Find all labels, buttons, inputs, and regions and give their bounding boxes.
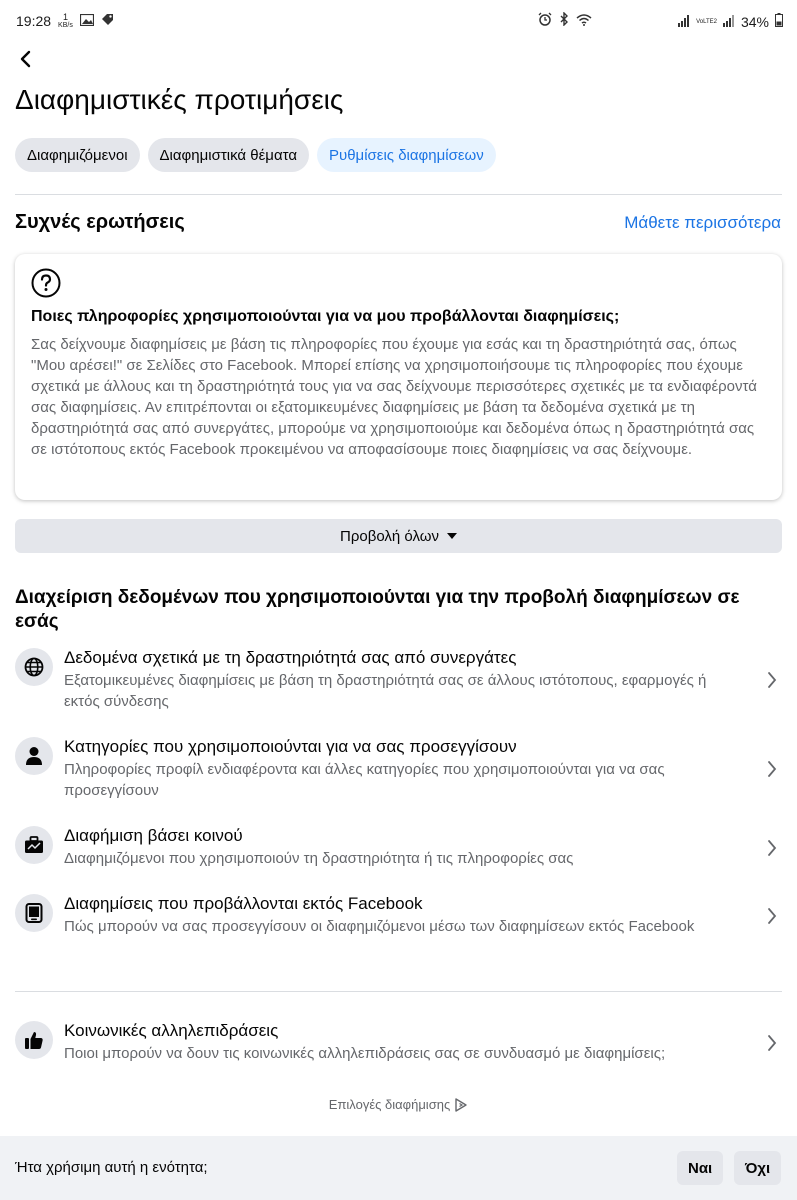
targeting-categories-item[interactable]: [15, 737, 782, 801]
feedback-question: Ήτα χρήσιμη αυτή η ενότητα;: [15, 1159, 208, 1176]
partner-activity-desc: Εξατομικευμένες διαφημίσεις με βάση τη δραστηριότητά σας σε άλλους ιστότοπους, εφαρμογές ή εκτός σύνδεσης: [64, 672, 707, 710]
status-bar: [0, 0, 797, 44]
chevron-right-icon: [762, 757, 782, 781]
divider: [15, 991, 782, 992]
social-interactions-title: Κοινωνικές αλληλεπιδράσεις: [64, 1021, 279, 1040]
chevron-right-icon: [762, 904, 782, 928]
social-interactions-desc: Ποιοι μπορούν να δουν τις κοινωνικές αλληλεπιδράσεις σας σε συνδυασμό με διαφημίσεις;: [64, 1045, 666, 1062]
targeting-categories-title: Κατηγορίες που χρησιμοποιούνται για να σας προσεγγίσουν: [64, 737, 517, 756]
tab-ad-settings[interactable]: Ρυθμίσεις διαφημίσεων: [317, 138, 496, 172]
view-all-button[interactable]: [15, 519, 782, 553]
battery-percent: 34%: [740, 13, 769, 30]
tab-bar: [15, 138, 496, 172]
manage-data-title: Διαχείριση δεδομένων που χρησιμοποιούνται για την προβολή διαφημίσεων σε εσάς: [15, 587, 740, 632]
faq-card: [15, 254, 782, 500]
divider: [15, 194, 782, 195]
partner-activity-item[interactable]: [15, 648, 782, 712]
wifi-icon: [576, 13, 592, 29]
ad-choices-label: Επιλογές διαφήμισης: [328, 1097, 451, 1112]
battery-icon: [775, 13, 783, 30]
thumbs-up-icon: [15, 1021, 53, 1059]
audience-based-ads-title: Διαφήμιση βάσει κοινού: [64, 826, 243, 845]
bluetooth-icon: [559, 12, 569, 29]
back-button[interactable]: [10, 44, 40, 74]
ad-choices-icon: [454, 1098, 468, 1112]
faq-answer: Σας δείχνουμε διαφημίσεις με βάση τις πληροφορίες που έχουμε για εσάς και τη δραστηριότητά σας, όπως "Μου αρέσει!" σε Σελίδες στο Facebook. Μπορεί επίσης να χρησιμοποιήσουμε τις πληροφορίες που έχουμε σχετικά με άλλους και τη δραστηριότητά τους για να σας δείχνουμε περισσότερες σχετικές με τα ενδιαφέροντά σας διαφημίσεις. Αν επιτρέπονται οι εξατομικευμένες διαφημίσεις με βάση τα δεδομένα σχετικά με τη δραστηριότητά σας από συνεργάτες, μπορούμε να χρησιμοποιούμε και δεδομένα όπως η δραστηριότητά σας σε ιστότοπους εκτός Facebook προκειμένου να αποφασίσουμε ποιες διαφημίσεις να σας δείχνουμε.: [31, 336, 757, 458]
feedback-yes-button[interactable]: Ναι: [677, 1151, 723, 1185]
view-all-label: Προβολή όλων: [340, 527, 439, 545]
network-label: VoLTE2: [696, 18, 717, 25]
page-title: Διαφημιστικές προτιμήσεις: [15, 84, 344, 115]
social-interactions-item[interactable]: [15, 1021, 782, 1064]
partner-activity-title: Δεδομένα σχετικά με τη δραστηριότητά σας από συνεργάτες: [64, 648, 517, 667]
faq-question: Ποιες πληροφορίες χρησιμοποιούνται για να μου προβάλλονται διαφημίσεις;: [31, 308, 620, 325]
tag-icon: [101, 13, 114, 29]
tab-advertisers[interactable]: Διαφημιζόμενοι: [15, 138, 140, 172]
off-facebook-ads-title: Διαφημίσεις που προβάλλονται εκτός Facebook: [64, 894, 423, 913]
status-mid: [538, 12, 592, 29]
audience-based-ads-desc: Διαφημιζόμενοι που χρησιμοποιούν τη δραστηριότητα ή τις πληροφορίες σας: [64, 850, 574, 867]
chevron-right-icon: [762, 668, 782, 692]
signal-icon: [678, 14, 690, 30]
status-right: [678, 13, 783, 30]
signal-icon-2: [723, 14, 735, 30]
audience-based-ads-item[interactable]: [15, 826, 782, 869]
network-speed-value: 1: [62, 12, 68, 22]
gallery-icon: [80, 13, 94, 29]
tablet-icon: [15, 894, 53, 932]
targeting-categories-desc: Πληροφορίες προφίλ ενδιαφέροντα και άλλες κατηγορίες που χρησιμοποιούνται για να σας προσεγγίσουν: [64, 761, 665, 799]
network-speed: [58, 13, 73, 29]
tab-ad-topics[interactable]: Διαφημιστικά θέματα: [148, 138, 309, 172]
ad-choices-link[interactable]: [0, 1097, 797, 1112]
globe-icon: [15, 648, 53, 686]
question-mark-icon: [31, 268, 61, 298]
network-speed-unit: KB/s: [58, 22, 73, 29]
feedback-no-button[interactable]: Όχι: [734, 1151, 781, 1185]
alarm-icon: [538, 12, 552, 29]
person-icon: [15, 737, 53, 775]
caret-down-icon: [447, 533, 457, 539]
feedback-bar: [0, 1136, 797, 1200]
learn-more-link[interactable]: Μάθετε περισσότερα: [624, 213, 781, 232]
chevron-right-icon: [762, 1031, 782, 1055]
status-left: [16, 13, 114, 29]
off-facebook-ads-desc: Πώς μπορούν να σας προσεγγίσουν οι διαφημιζόμενοι μέσω των διαφημίσεων εκτός Facebook: [64, 918, 695, 935]
briefcase-icon: [15, 826, 53, 864]
back-arrow-icon: [18, 50, 32, 68]
faq-title: Συχνές ερωτήσεις: [15, 211, 185, 233]
chevron-right-icon: [762, 836, 782, 860]
status-time: 19:28: [16, 13, 52, 29]
off-facebook-ads-item[interactable]: [15, 894, 782, 937]
